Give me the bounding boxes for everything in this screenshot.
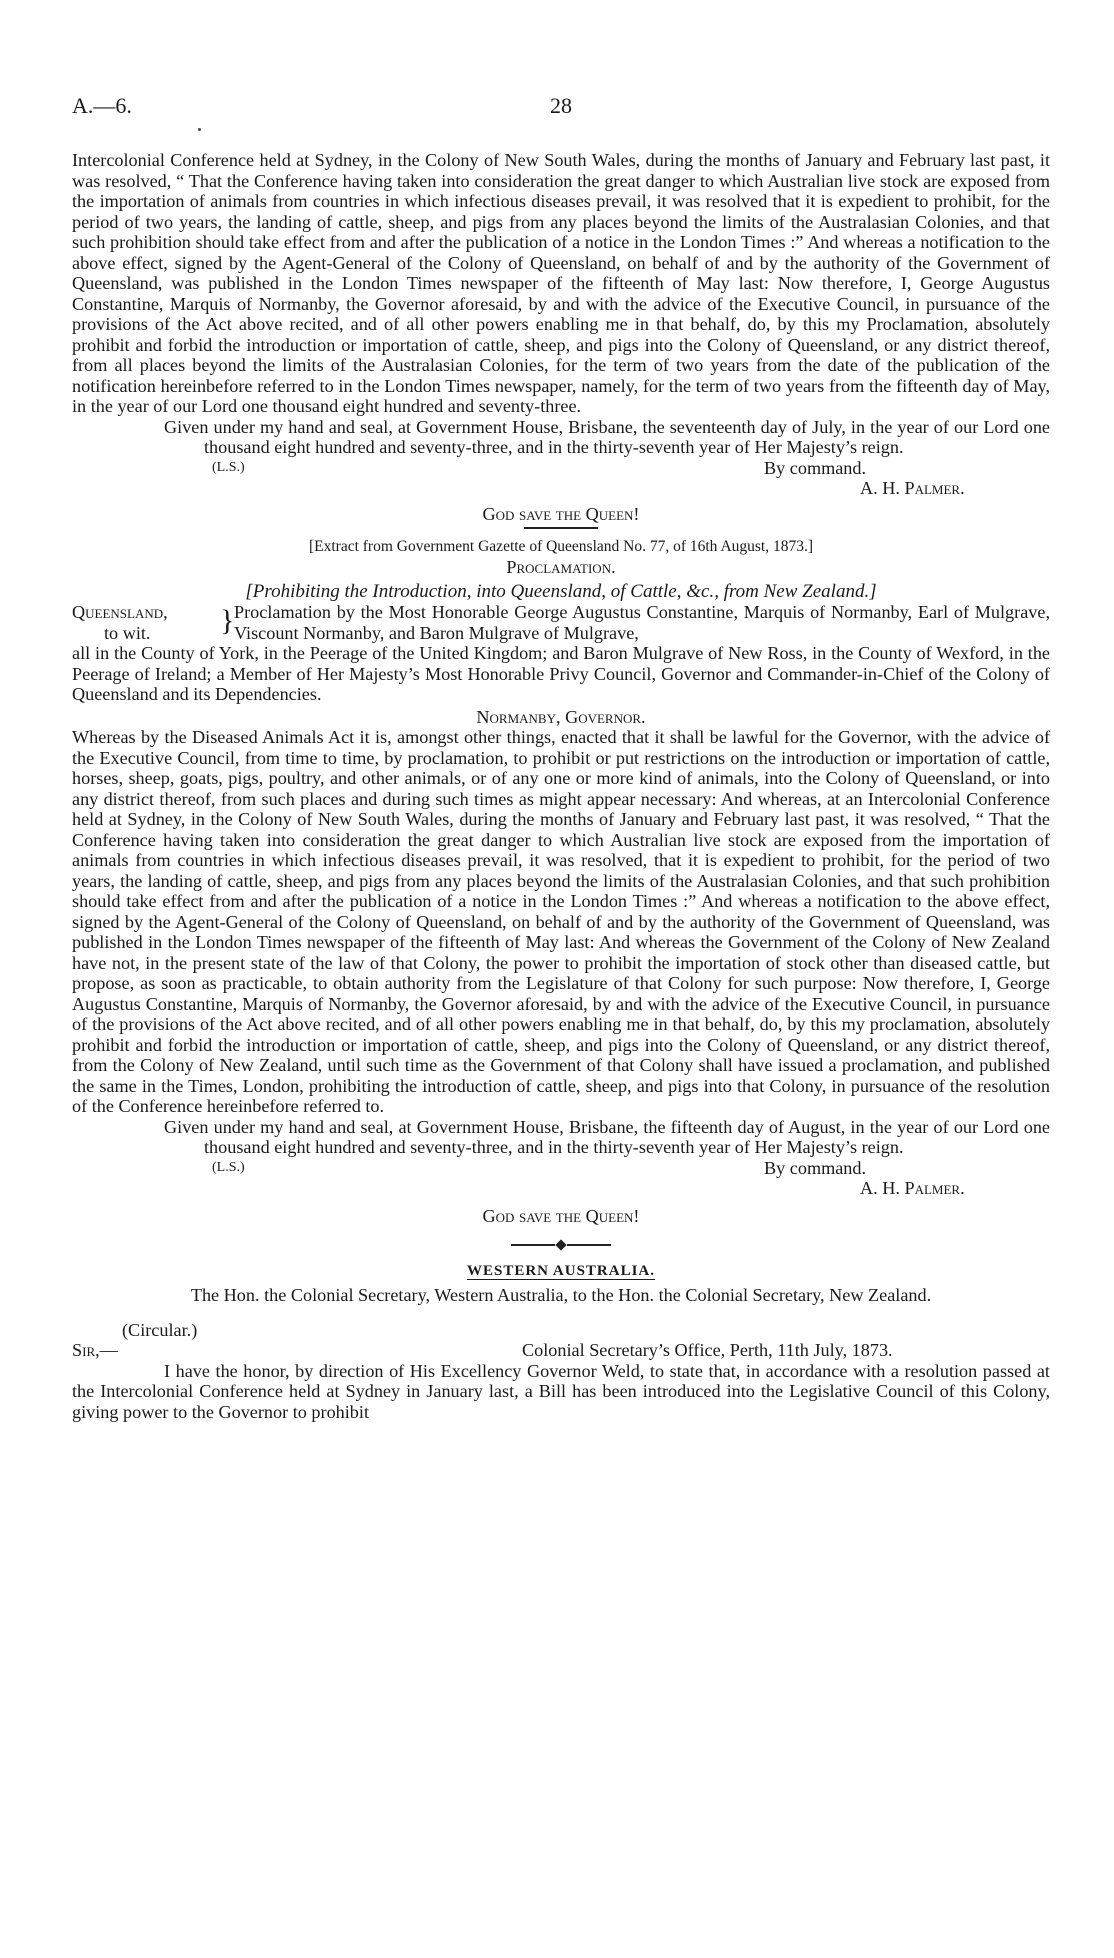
queensland-preamble [72,602,1050,643]
letter-body-paragraph: I have the honor, by direction of His Excellency Governor Weld, to state that, in accordance with a resolution passed at the Intercolonial Conference held at Sydney in January last, a Bill has been introduced into the Legislative Council of this Colony, giving power to the Governor to prohibit [72,1360,1050,1422]
letter-from-to: The Hon. the Colonial Secretary, Western Australia, to the Hon. the Colonial Secretary, New Zealand. [190,1285,932,1305]
section-rule [524,527,598,529]
signer-name-2: A. H. Palmer. [860,1178,965,1198]
brace-symbol: } [220,604,235,637]
seal-row-1 [72,458,1050,479]
god-save-the-queen-1: God save the Queen! [482,504,640,524]
titles-continuation: all in the County of York, in the Peerage of the United Kingdom; and Baron Mulgrave of New Ross, in the County of Wexford, in the Peerage of Ireland; a Member of Her Majesty’s Most Honorable Privy Council, Governor and Commander-in-Chief of the Colony of Queensland and its Dependencies. [72,643,1050,704]
by-command-2: By command. [764,1157,867,1178]
ornamental-divider [72,1241,1050,1249]
proclamation-title: [Prohibiting the Introduction, into Queensland, of Cattle, &c., from New Zealand.] [245,580,877,602]
signer-row-2 [72,1178,1050,1200]
jurisdiction-label [72,602,220,643]
given-under-hand-1: Given under my hand and seal, at Government House, Brisbane, the seventeenth day of July, in the year of our Lord one thousand eight hundred and seventy-three, and in the thirty-seventh year of Her Majesty’s reign. [164,416,1050,457]
proclamation-continued-paragraph: Intercolonial Conference held at Sydney, in the Colony of New South Wales, during the months of January and February last past, it was resolved, “ That the Conference having taken into consideration the great danger to which Australian live stock are exposed from the importation of animals from countries in which infectious diseases prevail, it was resolved that it is expedient to prohibit, for the period of two years, the landing of cattle, sheep, and pigs from any places beyond the limits of the Australasian Colonies, and that such prohibition should take effect from and after the publication of a notice in the London Times :” And whereas a notification to the above effect, signed by the Agent-General of the Colony of Queensland, on behalf of and by the authority of the Government of Queensland, was published in the London Times newspaper of the fifteenth of May last: Now therefore, I, George Augustus Constantine, Marquis of Normanby, the Governor aforesaid, by and with the advice of the Executive Council, in pursuance of the provisions of the Act above recited, and of all other powers enabling me in that behalf, do, by this my Proclamation, absolutely prohibit and forbid the introduction or importation of cattle, sheep, and pigs into the Colony of Queensland, or any district thereof, from all places beyond the limits of the Australasian Colonies, for the term of two years from the date of the publication of the notification hereinbefore referred to in the London Times newspaper, namely, for the term of two years from the fifteenth day of May, in the year of our Lord one thousand eight hundred and seventy-three. [72,150,1050,416]
seal-mark-1: (L.S.) [212,459,245,475]
page-number: 28 [550,93,572,118]
seal-row-2 [72,1158,1050,1179]
gazette-extract-line: [Extract from Government Gazette of Queensland No. 77, of 16th August, 1873.] [308,537,814,555]
whereas-paragraph: Whereas by the Diseased Animals Act it is, amongst other things, enacted that it shall be lawful for the Governor, with the advice of the Executive Council, from time to time, by proclamation, to prohibit or put restrictions on the introduction or importation of cattle, horses, sheep, goats, pigs, poultry, and other animals, or of any one or more kind of animals, into the Colony of Queensland, or into any district thereof, from such places and during such times as might appear necessary: And whereas, at an Intercolonial Conference held at Sydney, in the Colony of New South Wales, during the months of January and February last past, it was resolved, “ That the Conference having taken into consideration the great danger to which Australian live stock are exposed from the importation of animals from countries in which infectious diseases prevail, it was resolved, that it is expedient to prohibit, for the period of two years, the landing of cattle, sheep, and pigs from any places beyond the limits of the Australasian Colonies, and that such prohibition should take effect from and after the publication of a notice in the London Times :” And whereas a notification to the above effect, signed by the Agent-General of the Colony of Queensland, on behalf of and by the authority of the Government of Queensland, was published in the London Times newspaper of the fifteenth of May last: And whereas the Government of the Colony of New Zealand have not, in the present state of the law of that Colony, the power to prohibit the importation of stock other than diseased cattle, but propose, as soon as practicable, to obtain authority from the Legislature of that Colony for such purpose: Now therefore, I, George Augustus Constantine, Marquis of Normanby, the Governor aforesaid, by and with the advice of the Executive Council, in pursuance of the provisions of the Act above recited, and of all other powers enabling me in that behalf, do, by this my proclamation, absolutely prohibit and forbid the introduction or importation of cattle, sheep, and pigs into the Colony of Queensland, or any district thereof, from the Colony of New Zealand, until such time as the Government of that Colony shall have issued a proclamation, and published the same in the Times, London, prohibiting the introduction of cattle, sheep, and pigs into that Colony, in pursuance of the resolution of the Conference hereinbefore referred to. [72,727,1050,1116]
document-body [72,150,1050,1422]
seal-mark-2: (L.S.) [212,1159,245,1175]
document-reference: A.—6. [72,93,132,118]
salutation-row [72,1340,1050,1361]
salutation: Sir,— [72,1340,118,1360]
proclamation-by-text: Proclamation by the Most Honorable George Augustus Constantine, Marquis of Normanby, Earl of Mulgrave, Viscount Normanby, and Baron Mulgrave of Mulgrave, [234,602,1050,643]
proclamation-label: Proclamation. [506,557,616,577]
signer-name-1: A. H. Palmer. [860,478,965,498]
given-under-hand-2: Given under my hand and seal, at Government House, Brisbane, the fifteenth day of August, in the year of our Lord one thousand eight hundred and seventy-three, and in the thirty-seventh year of Her Majesty’s reign. [164,1116,1050,1157]
stray-mark [198,128,201,131]
god-save-the-queen-2: God save the Queen! [482,1206,640,1226]
jurisdiction-name: Queensland, [72,602,168,622]
circular-label: (Circular.) [122,1319,198,1340]
governor-line: Normanby, Governor. [476,706,646,727]
jurisdiction-to-wit: to wit. [104,622,151,643]
western-australia-heading: WESTERN AUSTRALIA. [466,1262,656,1279]
signer-row-1 [72,478,1050,500]
letter-dateline: Colonial Secretary’s Office, Perth, 11th July, 1873. [522,1340,893,1360]
by-command-1: By command. [764,457,867,478]
